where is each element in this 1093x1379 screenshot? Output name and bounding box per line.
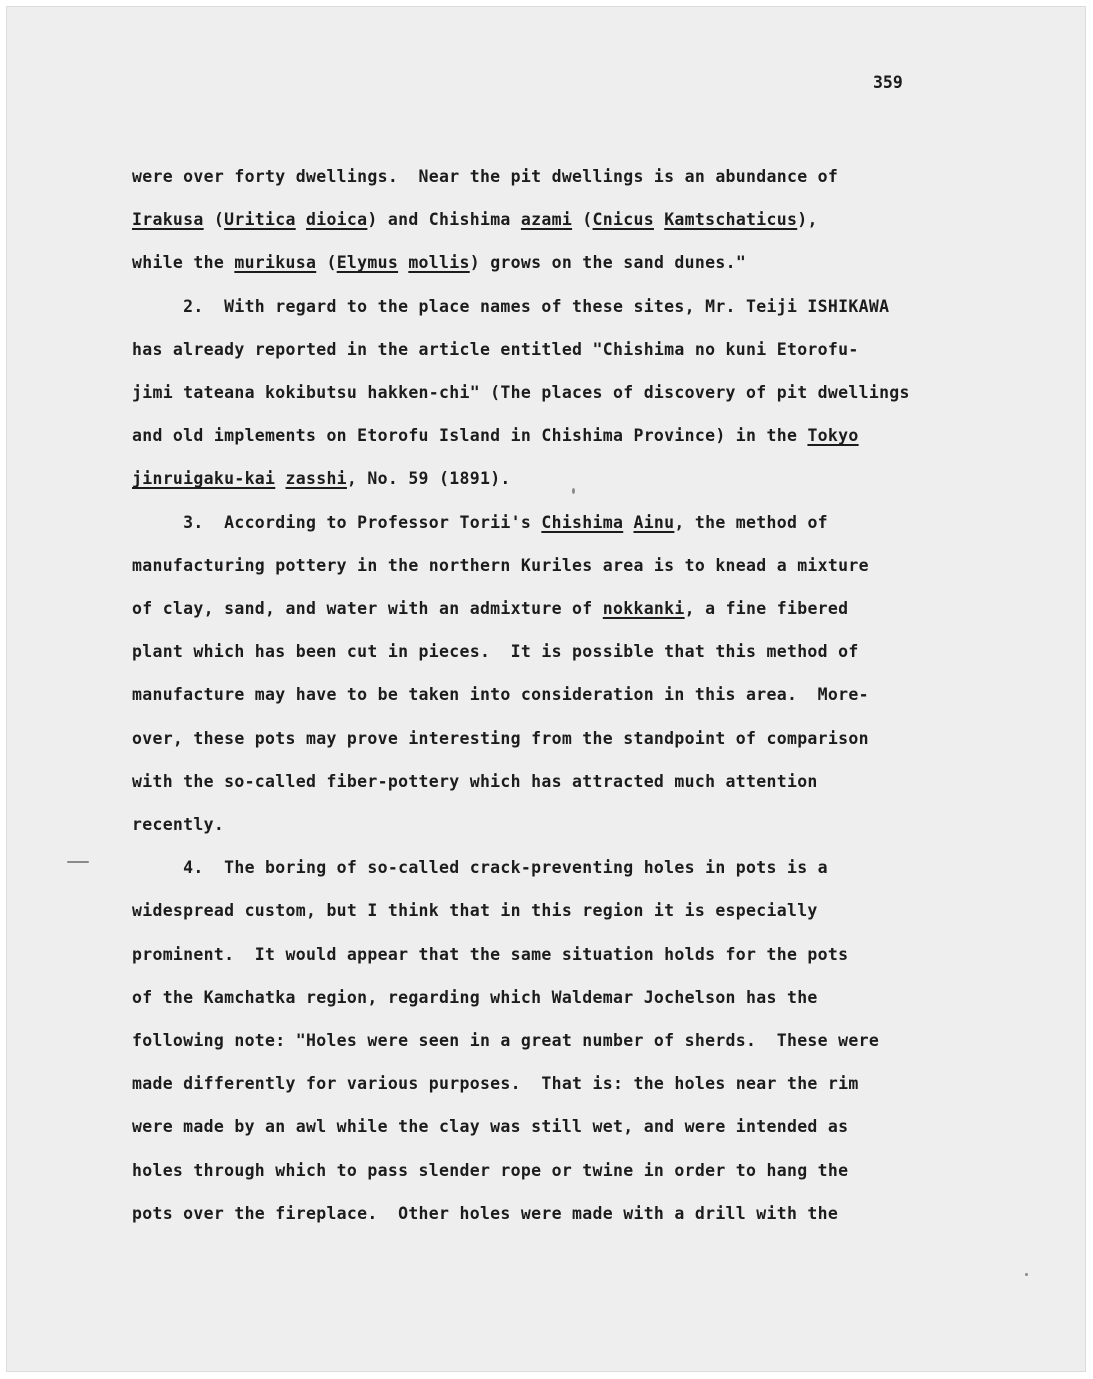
text-run: were made by an awl while the clay was still wet, and were intended as: [132, 1117, 849, 1137]
text-line: [132, 556, 869, 576]
text-run: (: [316, 253, 337, 273]
text-line: [132, 426, 859, 446]
text-run: and old implements on Etorofu Island in Chishima Province) in the: [132, 426, 808, 446]
text-run: widespread custom, but I think that in this region it is especially: [132, 901, 818, 921]
text-run: has already reported in the article entitled "Chishima no kuni Etorofu-: [132, 339, 859, 359]
text-line: [132, 772, 818, 792]
text-run: [654, 210, 664, 229]
text-line: [132, 253, 746, 273]
underlined-term: Cnicus: [592, 210, 654, 230]
text-line: [132, 1117, 848, 1137]
text-run: 3. According to Professor Torii's: [132, 512, 542, 532]
text-run: , a fine fibered: [684, 599, 849, 618]
text-line: [132, 599, 848, 619]
text-run: over, these pots may prove interesting from the standpoint of comparison: [132, 728, 869, 748]
text-line: [132, 988, 818, 1008]
text-run: made differently for various purposes. That is: the holes near the rim: [132, 1074, 859, 1094]
text-run: [275, 469, 285, 488]
scanned-page: [6, 6, 1086, 1372]
text-run: plant which has been cut in pieces. It is possible that this method of: [132, 642, 859, 662]
text-line: [132, 210, 818, 230]
text-run: [296, 210, 306, 229]
text-run: of clay, sand, and water with an admixture of: [132, 599, 603, 618]
text-run: jimi tateana kokibutsu hakken-chi" (The places of discovery of pit dwellings: [132, 383, 910, 402]
text-line: [132, 901, 818, 921]
underlined-term: Kamtschaticus: [664, 210, 798, 230]
underlined-term: azami: [520, 210, 573, 230]
text-run: , the method of: [674, 512, 828, 532]
text-run: 4. The boring of so-called crack-preventing holes in pots is a: [132, 858, 828, 878]
text-line: [132, 1031, 879, 1051]
text-line: [132, 340, 859, 360]
text-run: manufacturing pottery in the northern Kuriles area is to knead a mixture: [132, 555, 869, 575]
scan-speck: [67, 861, 89, 863]
text-line: [132, 1074, 859, 1094]
text-run: were over forty dwellings. Near the pit dwellings is an abundance of: [132, 167, 839, 186]
text-run: ) and Chishima: [367, 210, 521, 230]
text-run: pots over the fireplace. Other holes were made with a drill with the: [132, 1203, 839, 1223]
text-line: [132, 945, 848, 965]
text-run: while the: [132, 253, 235, 273]
underlined-term: jinruigaku-kai: [132, 469, 276, 489]
text-line: [132, 1161, 848, 1181]
text-run: , No. 59 (1891).: [346, 469, 511, 489]
underlined-term: nokkanki: [602, 599, 685, 618]
underlined-term: Uritica: [224, 210, 296, 230]
text-line: [132, 469, 511, 489]
underlined-term: Ainu: [633, 512, 675, 532]
text-run: holes through which to pass slender rope or twine in order to hang the: [132, 1160, 849, 1180]
text-run: manufacture may have to be taken into consideration in this area. More-: [132, 685, 869, 705]
underlined-term: Irakusa: [132, 210, 204, 230]
text-line: [132, 729, 869, 749]
text-line: [132, 1204, 838, 1224]
text-run: recently.: [132, 815, 225, 834]
text-run: ),: [797, 210, 818, 230]
text-run: ) grows on the sand dunes.": [469, 253, 747, 273]
text-run: prominent. It would appear that the same situation holds for the pots: [132, 944, 849, 964]
text-line: [132, 642, 859, 662]
underlined-term: zasshi: [285, 469, 347, 489]
text-run: (: [572, 210, 593, 230]
page-number: 359: [873, 73, 903, 92]
text-run: [398, 253, 408, 272]
text-line: [132, 297, 889, 317]
text-line: [132, 815, 224, 835]
underlined-term: Elymus: [336, 253, 399, 273]
text-run: [623, 513, 633, 532]
text-line: [132, 685, 869, 705]
text-run: 2. With regard to the place names of these sites, Mr. Teiji ISHIKAWA: [132, 296, 890, 316]
text-run: following note: "Holes were seen in a great number of sherds. These were: [132, 1031, 880, 1050]
scan-speck: [572, 488, 575, 494]
underlined-term: Tokyo: [807, 426, 859, 446]
underlined-term: mollis: [408, 253, 470, 273]
scan-speck: [1025, 1273, 1028, 1276]
text-run: of the Kamchatka region, regarding which Waldemar Jochelson has the: [132, 987, 818, 1007]
text-run: (: [203, 210, 225, 230]
text-line: [132, 513, 828, 533]
text-line: [132, 167, 838, 187]
text-line: [132, 858, 828, 878]
underlined-term: murikusa: [234, 253, 317, 273]
underlined-term: dioica: [305, 210, 368, 230]
text-line: [132, 383, 910, 403]
underlined-term: Chishima: [541, 512, 624, 532]
text-run: with the so-called fiber-pottery which has attracted much attention: [132, 771, 818, 791]
